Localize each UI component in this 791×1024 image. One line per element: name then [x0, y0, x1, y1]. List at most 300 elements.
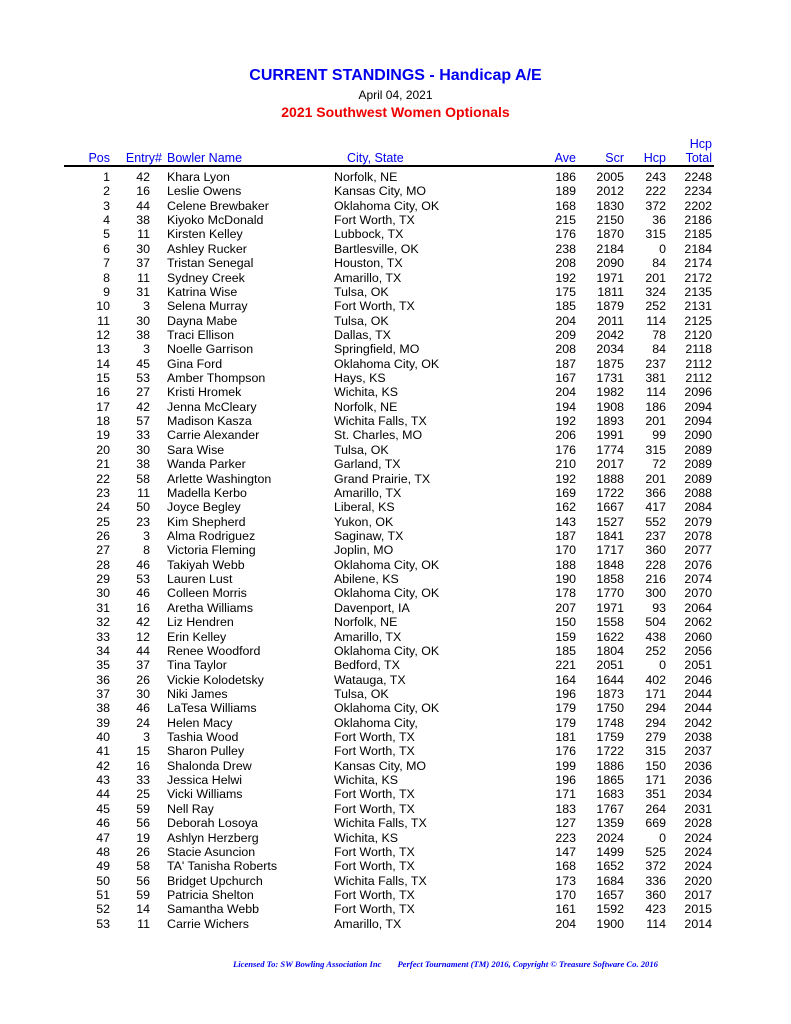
- cell-ave: 162: [555, 500, 576, 515]
- cell-ave: 221: [555, 658, 576, 673]
- event-name: 2021 Southwest Women Optionals: [281, 104, 510, 120]
- cell-hcp-total: 2248: [684, 170, 712, 184]
- cell-pos: 13: [96, 342, 110, 357]
- table-row: [0, 673, 791, 687]
- table-row: [0, 271, 791, 285]
- table-row: [0, 787, 791, 801]
- cell-bowler-name: Bridget Upchurch: [167, 873, 263, 888]
- table-row: [0, 472, 791, 486]
- cell-hcp-total: 2089: [684, 471, 712, 486]
- cell-bowler-name: Madison Kasza: [167, 414, 252, 429]
- cell-pos: 29: [96, 572, 110, 587]
- cell-entry: 58: [136, 859, 150, 874]
- col-header-name: Bowler Name: [167, 151, 243, 165]
- cell-hcp: 324: [645, 284, 666, 299]
- cell-city-state: Oklahoma City, OK: [334, 356, 440, 371]
- cell-ave: 192: [555, 270, 576, 285]
- cell-ave: 192: [555, 414, 576, 429]
- cell-scr: 1652: [596, 859, 624, 874]
- cell-city-state: Kansas City, MO: [334, 184, 427, 199]
- cell-hcp: 171: [645, 773, 666, 788]
- cell-hcp-total: 2094: [684, 399, 712, 414]
- table-row: [0, 414, 791, 428]
- cell-city-state: Fort Worth, TX: [334, 213, 415, 228]
- cell-city-state: Tulsa, OK: [334, 313, 389, 328]
- cell-entry: 46: [136, 586, 150, 601]
- cell-ave: 199: [555, 758, 576, 773]
- table-row: [0, 285, 791, 299]
- cell-hcp-total: 2015: [684, 902, 712, 917]
- cell-bowler-name: Kristi Hromek: [167, 385, 242, 400]
- table-row: [0, 586, 791, 600]
- table-row: [0, 759, 791, 773]
- cell-hcp: 372: [645, 859, 666, 874]
- cell-hcp-total: 2044: [684, 701, 712, 716]
- cell-ave: 181: [555, 730, 576, 745]
- cell-pos: 34: [96, 643, 110, 658]
- footer: [233, 959, 674, 969]
- cell-bowler-name: Shalonda Drew: [167, 758, 252, 773]
- table-row: [0, 874, 791, 888]
- cell-hcp-total: 2062: [684, 615, 712, 630]
- cell-city-state: Watauga, TX: [334, 672, 406, 687]
- cell-city-state: Oklahoma City, OK: [334, 643, 440, 658]
- table-row: [0, 773, 791, 787]
- cell-pos: 1: [103, 170, 110, 184]
- cell-hcp: 201: [645, 414, 666, 429]
- cell-scr: 1684: [596, 873, 624, 888]
- cell-entry: 58: [136, 471, 150, 486]
- cell-ave: 189: [555, 184, 576, 199]
- cell-city-state: Oklahoma City, OK: [334, 198, 440, 213]
- col-header-ave: Ave: [554, 151, 576, 165]
- cell-hcp-total: 2185: [684, 227, 712, 242]
- cell-ave: 204: [555, 916, 576, 931]
- cell-pos: 30: [96, 586, 110, 601]
- cell-entry: 46: [136, 557, 150, 572]
- cell-scr: 1750: [596, 701, 624, 716]
- cell-pos: 24: [96, 500, 110, 515]
- cell-city-state: Kansas City, MO: [334, 758, 427, 773]
- cell-scr: 1841: [596, 528, 624, 543]
- cell-city-state: Wichita Falls, TX: [334, 816, 427, 831]
- cell-ave: 175: [555, 284, 576, 299]
- table-row: [0, 630, 791, 644]
- cell-city-state: Wichita Falls, TX: [334, 873, 427, 888]
- cell-scr: 2090: [596, 256, 624, 271]
- table-row: [0, 299, 791, 313]
- cell-pos: 35: [96, 658, 110, 673]
- header-rule: [64, 165, 714, 167]
- cell-entry: 53: [136, 572, 150, 587]
- cell-bowler-name: Alma Rodriguez: [167, 528, 256, 543]
- cell-entry: 14: [136, 902, 150, 917]
- cell-entry: 11: [137, 270, 150, 285]
- cell-hcp: 402: [645, 672, 666, 687]
- cell-ave: 161: [555, 902, 576, 917]
- cell-bowler-name: LaTesa Williams: [167, 701, 257, 716]
- cell-hcp: 114: [646, 313, 666, 328]
- table-row: [0, 256, 791, 270]
- cell-ave: 215: [555, 213, 576, 228]
- cell-bowler-name: Tristan Senegal: [167, 256, 254, 271]
- cell-ave: 194: [555, 399, 576, 414]
- cell-pos: 6: [103, 241, 110, 256]
- cell-city-state: Lubbock, TX: [334, 227, 404, 242]
- cell-city-state: Bartlesville, OK: [334, 241, 419, 256]
- cell-hcp-total: 2120: [684, 327, 712, 342]
- cell-scr: 1748: [596, 715, 624, 730]
- cell-hcp: 294: [645, 701, 666, 716]
- cell-hcp: 201: [645, 270, 666, 285]
- cell-bowler-name: Kim Shepherd: [167, 514, 246, 529]
- cell-bowler-name: Carrie Wichers: [167, 916, 249, 931]
- cell-pos: 39: [96, 715, 110, 730]
- cell-hcp-total: 2076: [684, 557, 712, 572]
- cell-pos: 41: [96, 744, 110, 759]
- table-row: [0, 917, 791, 931]
- cell-entry: 27: [136, 385, 150, 400]
- cell-hcp-total: 2074: [684, 572, 712, 587]
- cell-entry: 31: [136, 284, 150, 299]
- cell-hcp: 669: [645, 816, 666, 831]
- cell-bowler-name: Sharon Pulley: [167, 744, 245, 759]
- cell-hcp: 264: [645, 801, 666, 816]
- table-row: [0, 199, 791, 213]
- cell-bowler-name: Nell Ray: [167, 801, 214, 816]
- cell-hcp: 417: [645, 500, 666, 515]
- cell-bowler-name: Jenna McCleary: [167, 399, 257, 414]
- table-row: [0, 716, 791, 730]
- cell-city-state: Amarillo, TX: [334, 270, 402, 285]
- cell-hcp-total: 2031: [684, 801, 712, 816]
- cell-ave: 210: [555, 457, 576, 472]
- cell-scr: 1770: [596, 586, 624, 601]
- cell-scr: 1893: [596, 414, 624, 429]
- cell-pos: 42: [96, 758, 110, 773]
- cell-city-state: Wichita, KS: [334, 773, 399, 788]
- cell-city-state: Fort Worth, TX: [334, 730, 415, 745]
- cell-hcp-total: 2088: [684, 485, 712, 500]
- cell-entry: 42: [136, 615, 150, 630]
- cell-city-state: Tulsa, OK: [334, 442, 389, 457]
- cell-ave: 176: [555, 442, 576, 457]
- cell-hcp-total: 2202: [684, 198, 712, 213]
- cell-ave: 170: [555, 887, 576, 902]
- cell-ave: 159: [555, 629, 576, 644]
- cell-ave: 208: [555, 256, 576, 271]
- table-row: [0, 184, 791, 198]
- cell-scr: 1830: [596, 198, 624, 213]
- cell-hcp-total: 2024: [684, 859, 712, 874]
- cell-hcp-total: 2112: [685, 356, 712, 371]
- cell-hcp: 525: [645, 844, 666, 859]
- cell-pos: 47: [96, 830, 110, 845]
- cell-entry: 11: [137, 916, 150, 931]
- cell-city-state: Dallas, TX: [334, 327, 391, 342]
- table-row: [0, 543, 791, 557]
- cell-city-state: Amarillo, TX: [334, 916, 402, 931]
- table-row: [0, 400, 791, 414]
- footer-license: Licensed To: SW Bowling Association Inc: [233, 959, 382, 969]
- cell-scr: 1888: [596, 471, 624, 486]
- cell-scr: 1971: [596, 270, 624, 285]
- cell-city-state: Amarillo, TX: [334, 629, 402, 644]
- cell-scr: 1774: [596, 442, 624, 457]
- cell-bowler-name: Selena Murray: [167, 299, 248, 314]
- cell-entry: 25: [136, 787, 150, 802]
- cell-pos: 4: [103, 213, 110, 228]
- cell-hcp: 216: [645, 572, 666, 587]
- cell-entry: 42: [136, 399, 150, 414]
- cell-entry: 16: [136, 600, 150, 615]
- cell-entry: 56: [136, 816, 150, 831]
- table-row: [0, 572, 791, 586]
- cell-scr: 1722: [596, 485, 624, 500]
- cell-scr: 1558: [596, 615, 624, 630]
- cell-scr: 2184: [596, 241, 624, 256]
- cell-bowler-name: Samantha Webb: [167, 902, 260, 917]
- cell-hcp: 150: [645, 758, 666, 773]
- cell-entry: 37: [136, 658, 150, 673]
- cell-scr: 2051: [596, 658, 624, 673]
- cell-hcp: 93: [652, 600, 666, 615]
- cell-bowler-name: Wanda Parker: [167, 457, 246, 472]
- cell-pos: 14: [96, 356, 110, 371]
- cell-city-state: Fort Worth, TX: [334, 859, 415, 874]
- cell-pos: 49: [96, 859, 110, 874]
- table-row: [0, 888, 791, 902]
- cell-city-state: Springfield, MO: [334, 342, 420, 357]
- cell-hcp: 78: [652, 327, 666, 342]
- cell-hcp: 171: [645, 686, 666, 701]
- cell-bowler-name: Lauren Lust: [167, 572, 233, 587]
- cell-city-state: Wichita Falls, TX: [334, 414, 427, 429]
- cell-pos: 26: [96, 528, 110, 543]
- cell-hcp: 84: [652, 342, 666, 357]
- cell-hcp-total: 2186: [684, 213, 712, 228]
- cell-hcp-total: 2090: [684, 428, 712, 443]
- cell-hcp: 423: [645, 902, 666, 917]
- cell-entry: 38: [136, 457, 150, 472]
- table-row: [0, 687, 791, 701]
- cell-pos: 36: [96, 672, 110, 687]
- cell-pos: 23: [96, 485, 110, 500]
- cell-city-state: Oklahoma City, OK: [334, 586, 440, 601]
- cell-ave: 179: [555, 715, 576, 730]
- cell-hcp-total: 2044: [684, 686, 712, 701]
- cell-ave: 190: [555, 572, 576, 587]
- cell-scr: 1811: [597, 284, 624, 299]
- cell-ave: 169: [555, 485, 576, 500]
- cell-scr: 1767: [596, 801, 624, 816]
- cell-pos: 21: [96, 457, 110, 472]
- cell-bowler-name: Aretha Williams: [167, 600, 254, 615]
- cell-hcp: 360: [645, 887, 666, 902]
- cell-hcp-total: 2060: [684, 629, 712, 644]
- cell-city-state: Oklahoma City, OK: [334, 557, 440, 572]
- cell-hcp-total: 2089: [684, 442, 712, 457]
- cell-hcp: 99: [652, 428, 666, 443]
- cell-entry: 26: [136, 672, 150, 687]
- cell-ave: 204: [555, 385, 576, 400]
- cell-city-state: Tulsa, OK: [334, 284, 389, 299]
- cell-entry: 53: [136, 371, 150, 386]
- cell-bowler-name: Sydney Creek: [167, 270, 245, 285]
- cell-bowler-name: Ashley Rucker: [167, 241, 247, 256]
- cell-scr: 1848: [596, 557, 624, 572]
- cell-scr: 1900: [596, 916, 624, 931]
- cell-bowler-name: Amber Thompson: [167, 371, 266, 386]
- cell-bowler-name: Deborah Losoya: [167, 816, 258, 831]
- cell-city-state: Norfolk, NE: [334, 615, 398, 630]
- cell-bowler-name: Patricia Shelton: [167, 887, 254, 902]
- cell-hcp-total: 2096: [684, 385, 712, 400]
- cell-ave: 168: [555, 198, 576, 213]
- cell-bowler-name: Noelle Garrison: [167, 342, 254, 357]
- cell-scr: 2042: [596, 327, 624, 342]
- cell-pos: 45: [96, 801, 110, 816]
- cell-hcp-total: 2017: [684, 887, 712, 902]
- cell-hcp-total: 2084: [684, 500, 712, 515]
- cell-scr: 1527: [596, 514, 624, 529]
- cell-scr: 1644: [596, 672, 624, 687]
- cell-ave: 170: [555, 543, 576, 558]
- cell-city-state: Norfolk, NE: [334, 170, 398, 184]
- cell-bowler-name: Helen Macy: [167, 715, 233, 730]
- cell-ave: 173: [555, 873, 576, 888]
- cell-entry: 24: [136, 715, 150, 730]
- cell-city-state: Grand Prairie, TX: [334, 471, 431, 486]
- cell-bowler-name: Gina Ford: [167, 356, 223, 371]
- cell-hcp: 243: [645, 170, 666, 184]
- cell-city-state: Houston, TX: [334, 256, 403, 271]
- cell-hcp: 360: [645, 543, 666, 558]
- cell-entry: 3: [143, 299, 150, 314]
- cell-ave: 168: [555, 859, 576, 874]
- cell-hcp: 552: [645, 514, 666, 529]
- cell-hcp-total: 2112: [685, 371, 712, 386]
- col-header-hcp: Hcp: [643, 151, 666, 165]
- cell-hcp-total: 2118: [685, 342, 712, 357]
- cell-bowler-name: Erin Kelley: [167, 629, 227, 644]
- table-row: [0, 644, 791, 658]
- cell-entry: 3: [143, 342, 150, 357]
- table-row: [0, 529, 791, 543]
- col-header-city: City, State: [347, 151, 404, 165]
- cell-entry: 26: [136, 844, 150, 859]
- cell-scr: 1873: [596, 686, 624, 701]
- cell-scr: 1991: [596, 428, 624, 443]
- cell-pos: 25: [96, 514, 110, 529]
- cell-scr: 1870: [596, 227, 624, 242]
- cell-pos: 11: [97, 313, 110, 328]
- cell-hcp-total: 2014: [684, 916, 712, 931]
- cell-hcp-total: 2125: [684, 313, 712, 328]
- cell-scr: 1886: [596, 758, 624, 773]
- table-row: [0, 486, 791, 500]
- cell-ave: 223: [555, 830, 576, 845]
- cell-ave: 143: [555, 514, 576, 529]
- cell-bowler-name: Joyce Begley: [167, 500, 241, 515]
- cell-entry: 56: [136, 873, 150, 888]
- cell-hcp: 381: [645, 371, 666, 386]
- cell-hcp: 294: [645, 715, 666, 730]
- cell-entry: 33: [136, 773, 150, 788]
- cell-bowler-name: Vickie Kolodetsky: [167, 672, 264, 687]
- cell-city-state: Fort Worth, TX: [334, 887, 415, 902]
- cell-hcp-total: 2037: [684, 744, 712, 759]
- page-title: CURRENT STANDINGS - Handicap A/E: [249, 67, 542, 84]
- cell-ave: 147: [555, 844, 576, 859]
- cell-pos: 52: [96, 902, 110, 917]
- cell-scr: 1865: [596, 773, 624, 788]
- cell-bowler-name: Sara Wise: [167, 442, 225, 457]
- cell-scr: 1683: [596, 787, 624, 802]
- cell-scr: 1908: [596, 399, 624, 414]
- cell-bowler-name: Katrina Wise: [167, 284, 238, 299]
- cell-pos: 46: [96, 816, 110, 831]
- cell-bowler-name: Kirsten Kelley: [167, 227, 243, 242]
- cell-entry: 12: [136, 629, 150, 644]
- cell-entry: 8: [143, 543, 150, 558]
- cell-ave: 176: [555, 744, 576, 759]
- cell-entry: 59: [136, 801, 150, 816]
- cell-city-state: St. Charles, MO: [334, 428, 423, 443]
- cell-pos: 16: [96, 385, 110, 400]
- cell-entry: 3: [143, 528, 150, 543]
- cell-ave: 238: [555, 241, 576, 256]
- cell-ave: 167: [555, 371, 576, 386]
- cell-bowler-name: Jessica Helwi: [167, 773, 243, 788]
- cell-ave: 176: [555, 227, 576, 242]
- cell-scr: 1592: [596, 902, 624, 917]
- cell-pos: 51: [96, 887, 110, 902]
- cell-entry: 30: [136, 442, 150, 457]
- cell-bowler-name: Tashia Wood: [167, 730, 239, 745]
- table-row: [0, 615, 791, 629]
- table-row: [0, 515, 791, 529]
- cell-hcp-total: 2024: [684, 830, 712, 845]
- cell-hcp: 72: [652, 457, 666, 472]
- cell-hcp: 372: [645, 198, 666, 213]
- cell-scr: 2012: [596, 184, 624, 199]
- cell-hcp-total: 2089: [684, 457, 712, 472]
- cell-scr: 1667: [596, 500, 624, 515]
- cell-bowler-name: Ashlyn Herzberg: [167, 830, 259, 845]
- cell-ave: 164: [555, 672, 576, 687]
- cell-ave: 209: [555, 327, 576, 342]
- col-header-total-top: Hcp: [689, 137, 712, 151]
- cell-bowler-name: Celene Brewbaker: [167, 198, 269, 213]
- cell-scr: 1804: [596, 643, 624, 658]
- table-row: [0, 242, 791, 256]
- cell-hcp: 114: [646, 916, 666, 931]
- cell-bowler-name: TA' Tanisha Roberts: [167, 859, 278, 874]
- cell-entry: 3: [143, 730, 150, 745]
- cell-pos: 7: [103, 256, 110, 271]
- table-row: [0, 601, 791, 615]
- cell-hcp: 114: [646, 385, 666, 400]
- cell-scr: 2024: [596, 830, 624, 845]
- cell-bowler-name: Vicki Williams: [167, 787, 243, 802]
- cell-ave: 206: [555, 428, 576, 443]
- cell-scr: 1982: [596, 385, 624, 400]
- cell-entry: 57: [136, 414, 150, 429]
- cell-bowler-name: Dayna Mabe: [167, 313, 238, 328]
- cell-bowler-name: Niki James: [167, 686, 228, 701]
- cell-scr: 1722: [596, 744, 624, 759]
